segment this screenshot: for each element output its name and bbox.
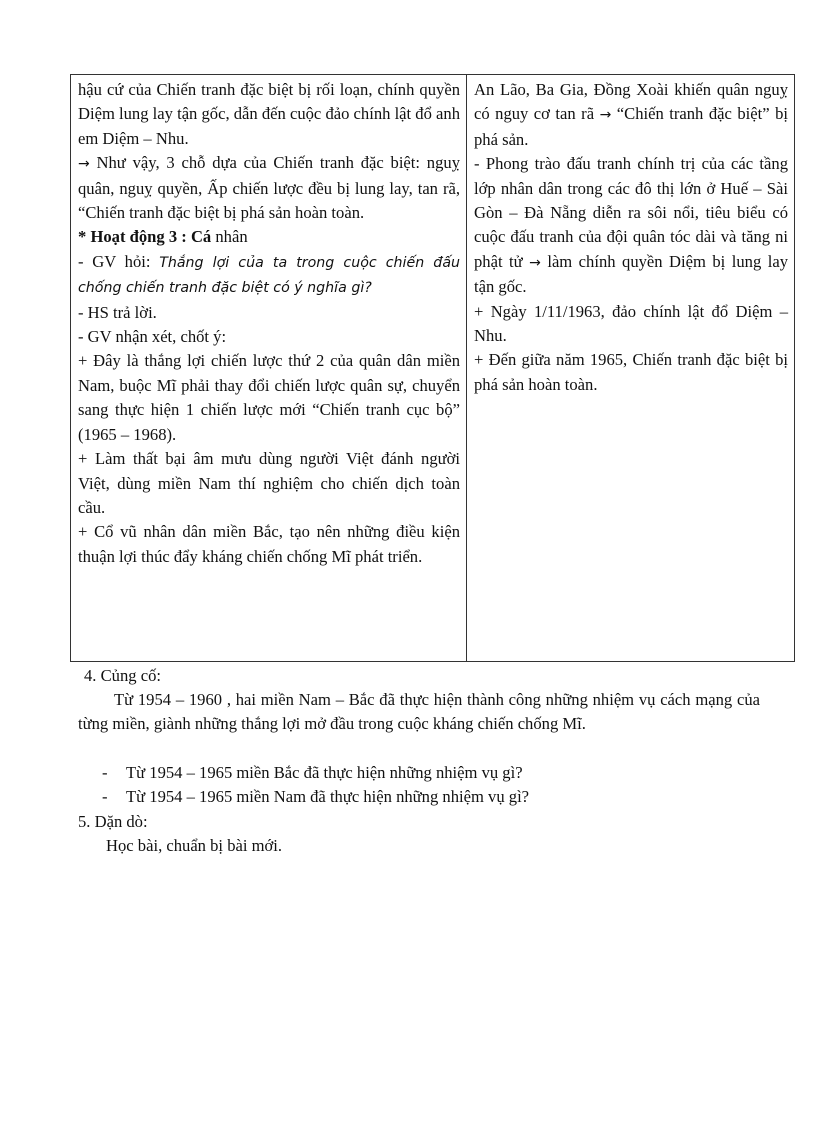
teacher-question: - GV hỏi: Thắng lợi của ta trong cuộc chiến đấu chống chiến tranh đặc biệt có ý nghĩa gì? <box>78 251 461 297</box>
section-5-heading: 5. Dặn dò: <box>78 812 148 831</box>
arrow-icon: → <box>599 107 612 124</box>
lesson-table <box>70 74 795 662</box>
teacher-activity-cell <box>71 75 467 662</box>
right-para-1: An Lão, Ba Gia, Đồng Xoài khiến quân nguỵ có nguy cơ tan rã → “Chiến tranh đặc biệt” bị phá sản. <box>474 80 788 149</box>
significance-2: + Làm thất bại âm mưu dùng người Việt đánh người Việt, dùng miền Nam thí nghiệm cho chiến dịch toàn cầu. <box>78 449 460 517</box>
right-para-3: + Ngày 1/11/1963, đảo chính lật đổ Diệm – Nhu. <box>474 301 788 346</box>
review-question-2: - Từ 1954 – 1965 miền Nam đã thực hiện những nhiệm vụ gì? <box>102 787 530 806</box>
review-question-1: - Từ 1954 – 1965 miền Bắc đã thực hiện những nhiệm vụ gì? <box>102 763 523 782</box>
arrow-icon: → <box>78 156 90 173</box>
content-cell <box>467 75 795 662</box>
activity-heading: * Hoạt động 3 : Cá nhân <box>78 227 248 247</box>
left-para-1: hậu cứ của Chiến tranh đặc biệt bị rối loạn, chính quyền Diệm lung lay tận gốc, dẫn đến cuộc đảo chính lật đổ anh em Diệm – Nhu. <box>78 80 461 148</box>
significance-1: + Đây là thắng lợi chiến lược thứ 2 của quân dân miền Nam, buộc Mĩ phải thay đổi chiến lược quân sự, chuyển sang thực hiện 1 chiến lược mới “Chiến tranh cục bộ” (1965 – 1968). <box>78 351 460 444</box>
teacher-conclusion: - GV nhận xét, chốt ý: <box>78 327 227 347</box>
homework-text: Học bài, chuẩn bị bài mới. <box>106 836 283 855</box>
left-para-2: → Như vậy, 3 chỗ dựa của Chiến tranh đặc biệt: nguỵ quân, nguỵ quyền, Ấp chiến lược đều bị lung lay, tan rã, “Chiến tranh đặc biệt bị phá sản hoàn toàn. <box>78 153 460 223</box>
section-4-heading: 4. Củng cố: <box>84 666 161 685</box>
student-answer: - HS trả lời. <box>78 302 157 322</box>
right-para-2: - Phong trào đấu tranh chính trị của các tầng lớp nhân dân trong các đô thị lớn ở Huế – Sài Gòn – Đà Nẵng diễn ra sôi nổi, tiêu biểu có cuộc đấu tranh của đội quân tóc dài và tăng ni phật tử → làm chính quyền Diệm bị lung lay tận gốc. <box>474 154 788 297</box>
right-para-4: + Đến giữa năm 1965, Chiến tranh đặc biệt bị phá sản hoàn toàn. <box>474 350 788 394</box>
arrow-icon: → <box>529 254 541 271</box>
significance-3: + Cổ vũ nhân dân miền Bắc, tạo nên những điều kiện thuận lợi thúc đẩy kháng chiến chống Mĩ phát triển. <box>78 522 460 566</box>
section-4-paragraph: Từ 1954 – 1960 , hai miền Nam – Bắc đã thực hiện thành công những nhiệm vụ cách mạng của từng miền, giành những thắng lợi mở đầu trong cuộc kháng chiến chống Mĩ. <box>78 690 760 734</box>
